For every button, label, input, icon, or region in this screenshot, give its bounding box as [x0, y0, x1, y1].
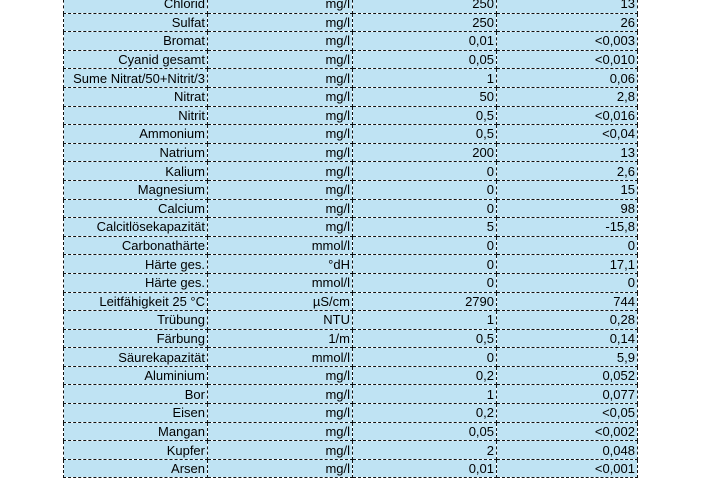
table-row [64, 69, 638, 88]
parameter-cell[interactable]: Ammonium [64, 125, 208, 144]
parameter-cell[interactable]: Bor [64, 385, 208, 404]
unit-cell[interactable]: mg/l [208, 69, 353, 88]
parameter-cell[interactable]: Carbonathärte [64, 236, 208, 255]
parameter-cell[interactable]: Härte ges. [64, 255, 208, 274]
value-cell[interactable]: 0,048 [497, 441, 638, 460]
unit-cell[interactable]: mg/l [208, 218, 353, 237]
table-row [64, 50, 638, 69]
value-cell[interactable]: <0,010 [497, 50, 638, 69]
limit-cell[interactable]: 2 [353, 441, 497, 460]
value-cell[interactable]: 13 [497, 143, 638, 162]
parameter-cell[interactable]: Kalium [64, 162, 208, 181]
limit-cell[interactable]: 5 [353, 218, 497, 237]
parameter-cell[interactable]: Sulfat [64, 13, 208, 32]
limit-cell[interactable]: 0 [353, 348, 497, 367]
limit-cell[interactable]: 1 [353, 311, 497, 330]
value-cell[interactable]: 2,8 [497, 87, 638, 106]
table-row [64, 366, 638, 385]
table-row [64, 32, 638, 51]
parameter-cell[interactable]: Cyanid gesamt [64, 50, 208, 69]
table-row [64, 180, 638, 199]
unit-cell[interactable]: mg/l [208, 404, 353, 423]
unit-cell[interactable]: mg/l [208, 32, 353, 51]
table-row [64, 441, 638, 460]
limit-cell[interactable]: 50 [353, 87, 497, 106]
table-row [64, 329, 638, 348]
value-cell[interactable]: 2,6 [497, 162, 638, 181]
unit-cell[interactable]: mg/l [208, 0, 353, 13]
value-cell[interactable]: 744 [497, 292, 638, 311]
parameter-cell[interactable]: Kupfer [64, 441, 208, 460]
parameter-cell[interactable]: Säurekapazität [64, 348, 208, 367]
table-row [64, 0, 638, 13]
table-row [64, 236, 638, 255]
limit-cell[interactable]: 250 [353, 0, 497, 13]
value-cell[interactable]: 0 [497, 273, 638, 292]
limit-cell[interactable]: 0,01 [353, 459, 497, 478]
unit-cell[interactable]: mg/l [208, 180, 353, 199]
parameter-cell[interactable]: Färbung [64, 329, 208, 348]
limit-cell[interactable]: 0,5 [353, 125, 497, 144]
limit-cell[interactable]: 0 [353, 180, 497, 199]
parameter-cell[interactable]: Mangan [64, 422, 208, 441]
unit-cell[interactable]: µS/cm [208, 292, 353, 311]
limit-cell[interactable]: 250 [353, 13, 497, 32]
table-row [64, 218, 638, 237]
limit-cell[interactable]: 0 [353, 199, 497, 218]
unit-cell[interactable]: mg/l [208, 366, 353, 385]
parameter-cell[interactable]: Calcium [64, 199, 208, 218]
limit-cell[interactable]: 200 [353, 143, 497, 162]
limit-cell[interactable]: 0,2 [353, 366, 497, 385]
parameter-cell[interactable]: Härte ges. [64, 273, 208, 292]
parameter-cell[interactable]: Magnesium [64, 180, 208, 199]
value-cell[interactable]: <0,016 [497, 106, 638, 125]
unit-cell[interactable]: mg/l [208, 13, 353, 32]
table-row [64, 255, 638, 274]
limit-cell[interactable]: 0 [353, 162, 497, 181]
value-cell[interactable]: 15 [497, 180, 638, 199]
unit-cell[interactable]: mg/l [208, 50, 353, 69]
limit-cell[interactable]: 2790 [353, 292, 497, 311]
value-cell[interactable]: <0,003 [497, 32, 638, 51]
value-cell[interactable]: 98 [497, 199, 638, 218]
parameter-cell[interactable]: Trübung [64, 311, 208, 330]
value-cell[interactable]: -15,8 [497, 218, 638, 237]
value-cell[interactable]: 0,077 [497, 385, 638, 404]
value-cell[interactable]: 13 [497, 0, 638, 13]
unit-cell[interactable]: NTU [208, 311, 353, 330]
limit-cell[interactable]: 1 [353, 385, 497, 404]
unit-cell[interactable]: mmol/l [208, 348, 353, 367]
unit-cell[interactable]: mg/l [208, 162, 353, 181]
table-row [64, 422, 638, 441]
table-row [64, 459, 638, 478]
parameter-cell[interactable]: Arsen [64, 459, 208, 478]
limit-cell[interactable]: 0 [353, 273, 497, 292]
unit-cell[interactable]: mg/l [208, 87, 353, 106]
value-cell[interactable]: 0,14 [497, 329, 638, 348]
parameter-cell[interactable]: Sume Nitrat/50+Nitrit/3 [64, 69, 208, 88]
unit-cell[interactable]: mg/l [208, 459, 353, 478]
parameter-cell[interactable]: Bromat [64, 32, 208, 51]
unit-cell[interactable]: mg/l [208, 125, 353, 144]
table-row [64, 273, 638, 292]
unit-cell[interactable]: mg/l [208, 106, 353, 125]
table-row [64, 143, 638, 162]
limit-cell[interactable]: 0,2 [353, 404, 497, 423]
value-cell[interactable]: 0,052 [497, 366, 638, 385]
limit-cell[interactable]: 1 [353, 69, 497, 88]
unit-cell[interactable]: mmol/l [208, 236, 353, 255]
table-row [64, 87, 638, 106]
unit-cell[interactable]: mg/l [208, 422, 353, 441]
parameter-cell[interactable]: Eisen [64, 404, 208, 423]
value-cell[interactable]: 5,9 [497, 348, 638, 367]
parameter-cell[interactable]: Chlorid [64, 0, 208, 13]
value-cell[interactable]: 0,06 [497, 69, 638, 88]
limit-cell[interactable]: 0,05 [353, 50, 497, 69]
limit-cell[interactable]: 0,01 [353, 32, 497, 51]
unit-cell[interactable]: mmol/l [208, 273, 353, 292]
parameter-cell[interactable]: Leitfähigkeit 25 °C [64, 292, 208, 311]
unit-cell[interactable]: mg/l [208, 143, 353, 162]
value-cell[interactable]: 26 [497, 13, 638, 32]
value-cell[interactable]: <0,002 [497, 422, 638, 441]
unit-cell[interactable]: °dH [208, 255, 353, 274]
unit-cell[interactable]: mg/l [208, 441, 353, 460]
table-row [64, 199, 638, 218]
limit-cell[interactable]: 0,05 [353, 422, 497, 441]
table-row [64, 292, 638, 311]
unit-cell[interactable]: mg/l [208, 199, 353, 218]
table-row [64, 404, 638, 423]
limit-cell[interactable]: 0,5 [353, 106, 497, 125]
value-cell[interactable]: <0,05 [497, 404, 638, 423]
table-row [64, 311, 638, 330]
table-row [64, 106, 638, 125]
parameter-cell[interactable]: Calcitlösekapazität [64, 218, 208, 237]
table-row [64, 13, 638, 32]
parameter-cell[interactable]: Aluminium [64, 366, 208, 385]
table-row [64, 125, 638, 144]
parameter-cell[interactable]: Nitrit [64, 106, 208, 125]
limit-cell[interactable]: 0 [353, 236, 497, 255]
table-row [64, 348, 638, 367]
value-cell[interactable]: 0,28 [497, 311, 638, 330]
limit-cell[interactable]: 0,5 [353, 329, 497, 348]
value-cell[interactable]: <0,04 [497, 125, 638, 144]
table-body [64, 0, 638, 478]
unit-cell[interactable]: mg/l [208, 385, 353, 404]
value-cell[interactable]: 17,1 [497, 255, 638, 274]
value-cell[interactable]: 0 [497, 236, 638, 255]
table-row [64, 162, 638, 181]
water-analysis-table [63, 0, 638, 478]
limit-cell[interactable]: 0 [353, 255, 497, 274]
value-cell[interactable]: <0,001 [497, 459, 638, 478]
parameter-cell[interactable]: Natrium [64, 143, 208, 162]
unit-cell[interactable]: 1/m [208, 329, 353, 348]
table-row [64, 385, 638, 404]
parameter-cell[interactable]: Nitrat [64, 87, 208, 106]
